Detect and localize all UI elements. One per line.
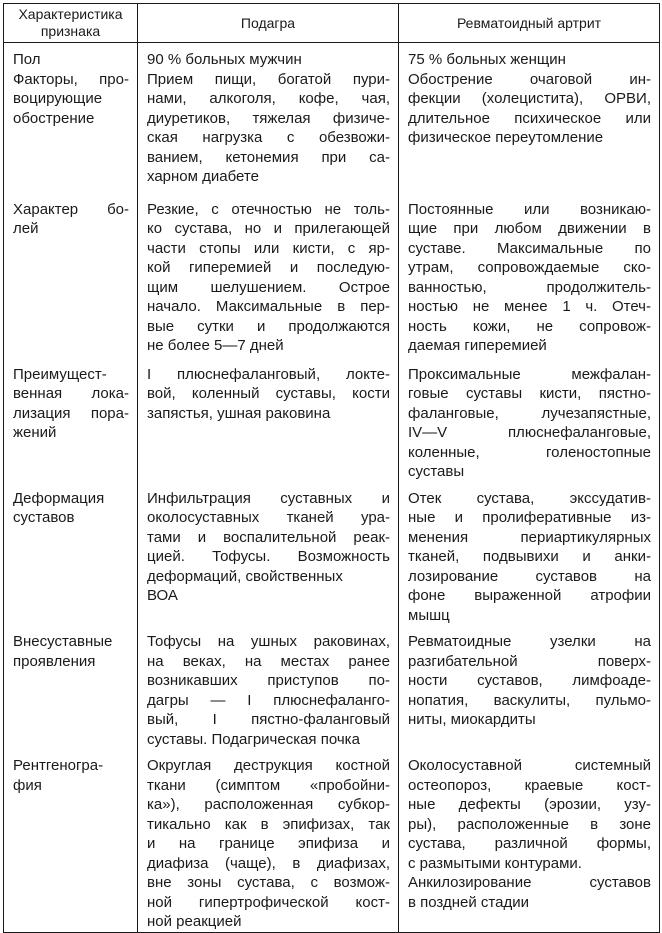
cell-line: ность кожи, не сопровож-: [408, 317, 651, 335]
feature-cell: [4, 749, 138, 932]
cell-line: коленные, голеностопные: [408, 443, 651, 461]
cell-line: харном диабете: [147, 168, 259, 185]
gout-cell: [138, 358, 399, 482]
cell-line: ные дефекты (эрозии, узу-: [408, 796, 651, 813]
cell-line: дагры — I плюснефаланго-: [147, 691, 390, 709]
cell-line: Внесуставные: [13, 633, 113, 650]
cell-line: Деформация: [13, 489, 105, 507]
cell-line: обострение: [13, 109, 95, 127]
cell-line: Постоянные или возникаю-: [408, 200, 651, 218]
cell-line: говые суставы кисти, пястно-: [408, 385, 651, 402]
gout-cell: [138, 749, 399, 932]
cell-line: Преимущест-: [13, 365, 107, 383]
table-row: [4, 358, 660, 482]
feature-cell: [4, 193, 138, 358]
cell-line: ко сустава, но и прилегающей: [147, 220, 390, 237]
table-row: [4, 482, 660, 626]
cell-line: части стопы или кисти, с яр-: [147, 239, 390, 257]
header-feature: Характеристика признака: [4, 4, 138, 43]
cell-line: ванием, кетонемия при са-: [147, 148, 390, 166]
cell-line: 75 % больных женщин: [408, 51, 566, 68]
cell-line: лозирование суставов на: [408, 567, 651, 585]
cell-line: утрам, сопровождаемые ско-: [408, 259, 651, 276]
cell-line: начало. Максимальные в пер-: [147, 298, 390, 315]
ra-cell: [399, 358, 660, 482]
cell-line: Ревматоидные узелки на: [408, 633, 651, 650]
comparison-table: [3, 3, 660, 933]
cell-line: ткани (симптом «пробойни-: [147, 776, 390, 794]
header-row: [4, 4, 660, 43]
cell-line: не более 5—7 дней: [147, 337, 284, 354]
cell-line: тикально как в эпифизах, так: [147, 815, 390, 833]
cell-line: Рентгеногра-: [13, 757, 104, 774]
cell-line: лей: [13, 220, 39, 237]
cell-line: Характер бо-: [13, 200, 129, 218]
table-row: [4, 43, 660, 193]
ra-cell: [399, 482, 660, 626]
cell-line: возникавших приступов по-: [147, 672, 390, 689]
cell-line: сустава, различной формы,: [408, 835, 651, 852]
cell-line: I плюснефаланговый, локте-: [147, 365, 390, 383]
cell-line: разгибательной поверх-: [408, 652, 651, 670]
cell-line: суставы. Подагрическая почка: [147, 730, 360, 748]
cell-line: ные и пролиферативные из-: [408, 509, 651, 526]
cell-line: ры), расположенные в зоне: [408, 815, 651, 833]
cell-line: ванностью, продолжитель-: [408, 278, 651, 296]
cell-line: ностью не менее 1 ч. Отеч-: [408, 298, 651, 315]
gout-cell: [138, 625, 399, 749]
cell-line: менения периартикулярных: [408, 528, 651, 546]
cell-line: Факторы, про-: [13, 70, 129, 88]
ra-cell: [399, 749, 660, 932]
cell-line: Резкие, с отечностью не толь-: [147, 200, 390, 218]
cell-line: диафиза (чаще), в диафизах,: [147, 854, 390, 872]
cell-line: ности суставов, лимфоаде-: [408, 672, 651, 689]
cell-line: длительное психическое или: [408, 109, 651, 127]
cell-line: запястья, ушная раковина: [147, 404, 331, 422]
cell-line: на веках, на местах ранее: [147, 652, 390, 670]
cell-line: ка»), расположенная субкор-: [147, 796, 390, 813]
cell-line: Тофусы на ушных раковинах,: [147, 633, 390, 650]
ra-cell: [399, 193, 660, 358]
table-row: [4, 625, 660, 749]
cell-line: вне зоны сустава, с возмож-: [147, 874, 390, 891]
cell-line: кой гиперемией и последую-: [147, 259, 390, 276]
cell-line: тами и воспалительной реак-: [147, 528, 390, 546]
cell-line: IV—V плюснефаланговые,: [408, 424, 651, 441]
cell-line: Анкилозирование суставов: [408, 874, 651, 891]
cell-line: остеопороз, краевые кост-: [408, 776, 651, 794]
cell-line: Инфильтрация суставных и: [147, 489, 390, 507]
cell-line: ВОА: [147, 587, 178, 604]
cell-line: деформаций, свойственных: [147, 567, 343, 585]
cell-line: Отек сустава, экссудатив-: [408, 489, 651, 507]
cell-line: с размытыми контурами.: [408, 854, 582, 872]
cell-line: суставы: [408, 463, 465, 480]
cell-line: суставов: [13, 509, 75, 526]
ra-cell: [399, 625, 660, 749]
cell-line: вой, коленный суставы, кости: [147, 385, 390, 402]
ra-cell: [399, 43, 660, 193]
feature-cell: [4, 43, 138, 193]
cell-line: венная лока-: [13, 385, 129, 402]
cell-line: фаланговые, лучезапястные,: [408, 404, 651, 422]
cell-line: ская нагрузка с обезвожи-: [147, 129, 390, 146]
cell-line: мышц: [408, 606, 450, 624]
cell-line: даемая гиперемией: [408, 337, 547, 354]
cell-line: проявления: [13, 652, 96, 670]
cell-line: воцирующие: [13, 90, 103, 107]
cell-line: физическое переутомление: [408, 129, 604, 146]
cell-line: фия: [13, 776, 42, 794]
cell-line: лизация пора-: [13, 404, 129, 422]
cell-line: Околосуставной системный: [408, 757, 651, 774]
header-gout: Подагра: [138, 4, 399, 43]
cell-line: Пол: [13, 51, 41, 68]
cell-line: фоне выраженной атрофии: [408, 587, 651, 604]
gout-cell: [138, 482, 399, 626]
table-row: [4, 749, 660, 932]
cell-line: суставе. Максимальные по: [408, 239, 651, 257]
cell-line: вый, I пястно-фаланговый: [147, 711, 390, 728]
cell-line: нопатия, васкулиты, пульмо-: [408, 691, 651, 709]
cell-line: 90 % больных мужчин: [147, 51, 302, 68]
cell-line: вые сутки и продолжаются: [147, 317, 390, 335]
table-row: [4, 193, 660, 358]
cell-line: Проксимальные межфалан-: [408, 365, 651, 383]
cell-line: в поздней стадии: [408, 893, 529, 911]
cell-line: и на границе эпифиза и: [147, 835, 390, 852]
cell-line: нами, алкоголя, кофе, чая,: [147, 90, 390, 107]
cell-line: тканей, подвывихи и анки-: [408, 548, 651, 565]
cell-line: ной гипертрофической кост-: [147, 893, 390, 911]
gout-cell: [138, 43, 399, 193]
cell-line: ниты, миокардиты: [408, 711, 536, 728]
cell-line: диуретиков, тяжелая физиче-: [147, 109, 390, 127]
cell-line: ной реакцией: [147, 913, 242, 930]
feature-cell: [4, 625, 138, 749]
gout-cell: [138, 193, 399, 358]
cell-line: околосуставных тканей ура-: [147, 509, 390, 526]
feature-cell: [4, 482, 138, 626]
cell-line: щим шелушением. Острое: [147, 278, 390, 296]
feature-cell: [4, 358, 138, 482]
cell-line: щие при любом движении в: [408, 220, 651, 237]
cell-line: Прием пищи, богатой пури-: [147, 70, 390, 88]
cell-line: Обострение очаговой ин-: [408, 70, 651, 88]
cell-line: жений: [13, 424, 57, 441]
cell-line: Округлая деструкция костной: [147, 757, 390, 774]
cell-line: цией. Тофусы. Возможность: [147, 548, 390, 565]
header-ra: Ревматоидный артрит: [399, 4, 660, 43]
cell-line: фекции (холецистита), ОРВИ,: [408, 90, 651, 107]
